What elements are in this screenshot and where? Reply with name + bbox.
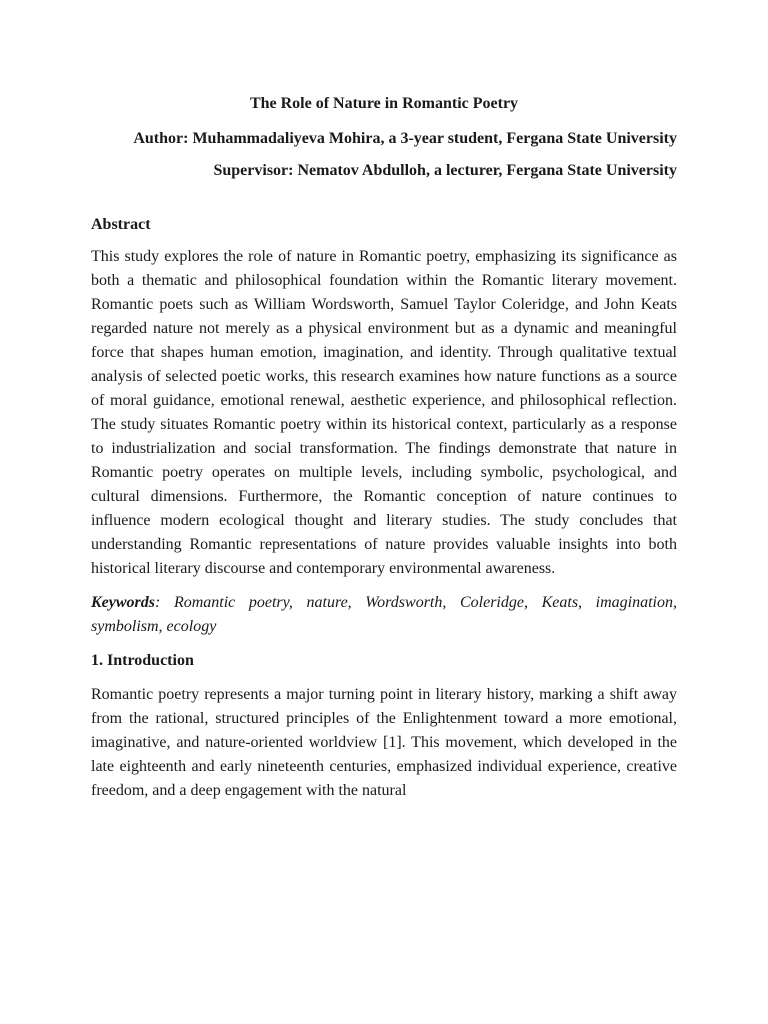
author-line: Author: Muhammadaliyeva Mohira, a 3-year student, Fergana State University <box>133 130 677 147</box>
introduction-heading: 1. Introduction <box>91 652 194 669</box>
supervisor-line: Supervisor: Nematov Abdulloh, a lecturer, Fergana State University <box>213 162 677 179</box>
keywords-list: : Romantic poetry, nature, Wordsworth, Coleridge, Keats, imagination, symbolism, ecology <box>91 594 677 635</box>
abstract-text: This study explores the role of nature in Romantic poetry, emphasizing its significance as both a thematic and philosophical foundation within the Romantic literary movement. Romantic poets such as William Wordsworth, Samuel Taylor Coleridge, and John Keats regarded nature not merely as a physical environment but as a dynamic and meaningful force that shapes human emotion, imagination, and identity. Through qualitative textual analysis of selected poetic works, this research examines how nature functions as a source of moral guidance, emotional renewal, aesthetic experience, and philosophical reflection. The study situates Romantic poetry within its historical context, particularly as a response to industrialization and social transformation. The findings demonstrate that nature in Romantic poetry operates on multiple levels, including symbolic, psychological, and cultural dimensions. Furthermore, the Romantic conception of nature continues to influence modern ecological thought and literary studies. The study concludes that understanding Romantic representations of nature provides valuable insights into both historical literary discourse and contemporary environmental awareness. <box>91 248 677 577</box>
introduction-text: Romantic poetry represents a major turning point in literary history, marking a shift away from the rational, structured principles of the Enlightenment toward a more emotional, imaginative, and nature-oriented worldview [1]. This movement, which developed in the late eighteenth and early nineteenth centuries, emphasized individual experience, creative freedom, and a deep engagement with the natural <box>91 686 677 799</box>
paper-title: The Role of Nature in Romantic Poetry <box>249 95 519 112</box>
paper-page <box>91 92 677 803</box>
keywords-line <box>91 591 677 639</box>
abstract-heading: Abstract <box>91 216 151 233</box>
keywords-label: Keywords <box>91 594 155 611</box>
